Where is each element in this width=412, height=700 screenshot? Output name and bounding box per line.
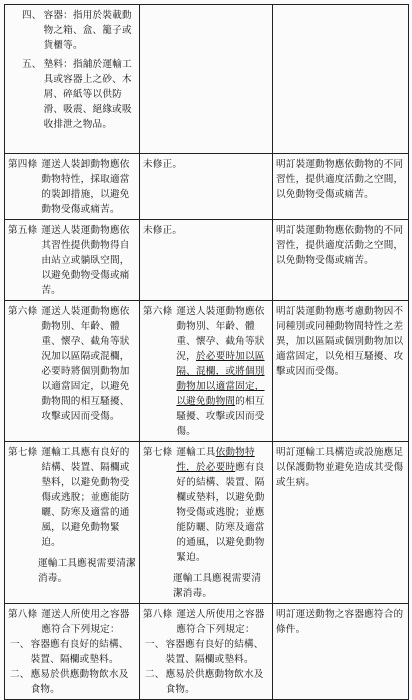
amended-text: 於必要時加以區隔、混欄，或將個別動物加以適當固定，以避免動物間 [176, 351, 265, 407]
article-text: 運送人所使用之容器應符合下列規定： [176, 609, 265, 635]
list-item: 一、 容器應有良好的結構、裝置、隔欄或墊料。 [10, 639, 129, 665]
article-number: 第七條 [143, 447, 173, 458]
definition-item: 四、 容器：指用於裝載動物之箱、盒、籠子或貨櫃等。 [22, 10, 132, 51]
table-row [5, 5, 409, 154]
current-text-cell [5, 604, 140, 700]
reason-cell: 明訂運輸工具構造或設施應足以保護動物並避免造成其受傷或生病。 [273, 442, 409, 604]
reason-cell: 明訂裝運動物應依動物的不同習性，提供適度活動之空間，以免動物受傷或痛苦。 [273, 220, 409, 301]
article-text: 運送人裝運動物應依其習性提供動物得自由站立或躺臥空間，以避免動物受傷或痛苦。 [41, 225, 130, 296]
article-number: 第八條 [143, 609, 173, 620]
list-item: 一、 容器應有良好的結構、裝置、隔欄或墊料。 [145, 639, 264, 665]
original-text-cell: 未修正。 [140, 220, 273, 301]
current-text-cell [5, 220, 140, 301]
reason-cell: 明訂運送動物之容器應符合的條件。 [273, 604, 409, 700]
original-text-cell: 未修正。 [140, 154, 273, 220]
article-number: 第四條 [8, 159, 38, 170]
article-text: 運輸工具應有良好的結構、裝置、隔欄或墊料，以避免動物受傷或逃脫；並應能防曬、防寒及適當的通風，以避免動物緊迫。 [41, 447, 130, 548]
article-text: 運輸工具依動物特性，於必要時應有良好的結構、裝置、隔欄或墊料，以避免動物受傷或逃脫；並應能防曬、防寒及適當的通風，以避免動物緊迫。 [176, 447, 265, 563]
original-text-cell [140, 301, 273, 442]
article-number: 第五條 [8, 225, 38, 236]
article-text: 運送人所使用之容器應符合下列規定： [41, 609, 130, 635]
comparison-table [4, 4, 409, 700]
article-text: 運送人裝運動物應依動物別、年齡、體重、懷孕、截角等狀況加以區隔或混欄，必要時將個別動物加以適當固定，以避免動物間的相互騷擾、攻擊或因而受傷。 [41, 306, 130, 422]
article-text: 運送人裝運動物應依動物別、年齡、體重、懷孕、截角等狀況，於必要時加以區隔、混欄，或將個別動物加以適當固定，以避免動物間的相互騷擾、攻擊或因而受傷。 [176, 306, 265, 437]
article-number: 第七條 [8, 447, 38, 458]
table-row [5, 604, 409, 700]
article-number: 第六條 [143, 306, 173, 317]
article-number: 第八條 [8, 609, 38, 620]
table-row [5, 301, 409, 442]
article-paragraph: 運輸工具應視需要清潔消毒。 [38, 558, 136, 584]
list-item: 二、 應易於供應動物飲水及食物。 [145, 669, 264, 695]
article-paragraph: 運輸工具應視需要清潔消毒。 [173, 573, 262, 599]
table-row [5, 220, 409, 301]
list-item: 二、 應易於供應動物飲水及食物。 [10, 669, 129, 695]
table-row [5, 442, 409, 604]
article-number: 第六條 [8, 306, 38, 317]
original-text-cell [140, 604, 273, 700]
current-text-cell [5, 154, 140, 220]
reason-cell: 明訂裝運動物應依動物的不同習性，提供適度活動之空間，以免動物受傷或痛苦。 [273, 154, 409, 220]
reason-cell [273, 5, 409, 154]
original-text-cell [140, 442, 273, 604]
amended-text: 依動物特性，於必要時 [176, 447, 255, 473]
original-text-cell [140, 5, 273, 154]
current-text-cell [5, 5, 140, 154]
definition-item: 五、 墊料：指舖於運輸工具或容器上之砂、木屑、碎紙等以供防滑、吸震、絕緣或吸收排泄之物品。 [22, 59, 132, 130]
article-text: 運送人裝卸動物應依動物特性，採取適當的裝卸措施，以避免動物受傷或痛苦。 [41, 159, 130, 215]
current-text-cell [5, 301, 140, 442]
reason-cell: 明訂裝運動物應考慮動物因不同種別或同種動物間特性之差異，加以區隔或個別動物加以適當固定，以免相互騷擾、攻擊或因而受傷。 [273, 301, 409, 442]
current-text-cell [5, 442, 140, 604]
table-row [5, 154, 409, 220]
